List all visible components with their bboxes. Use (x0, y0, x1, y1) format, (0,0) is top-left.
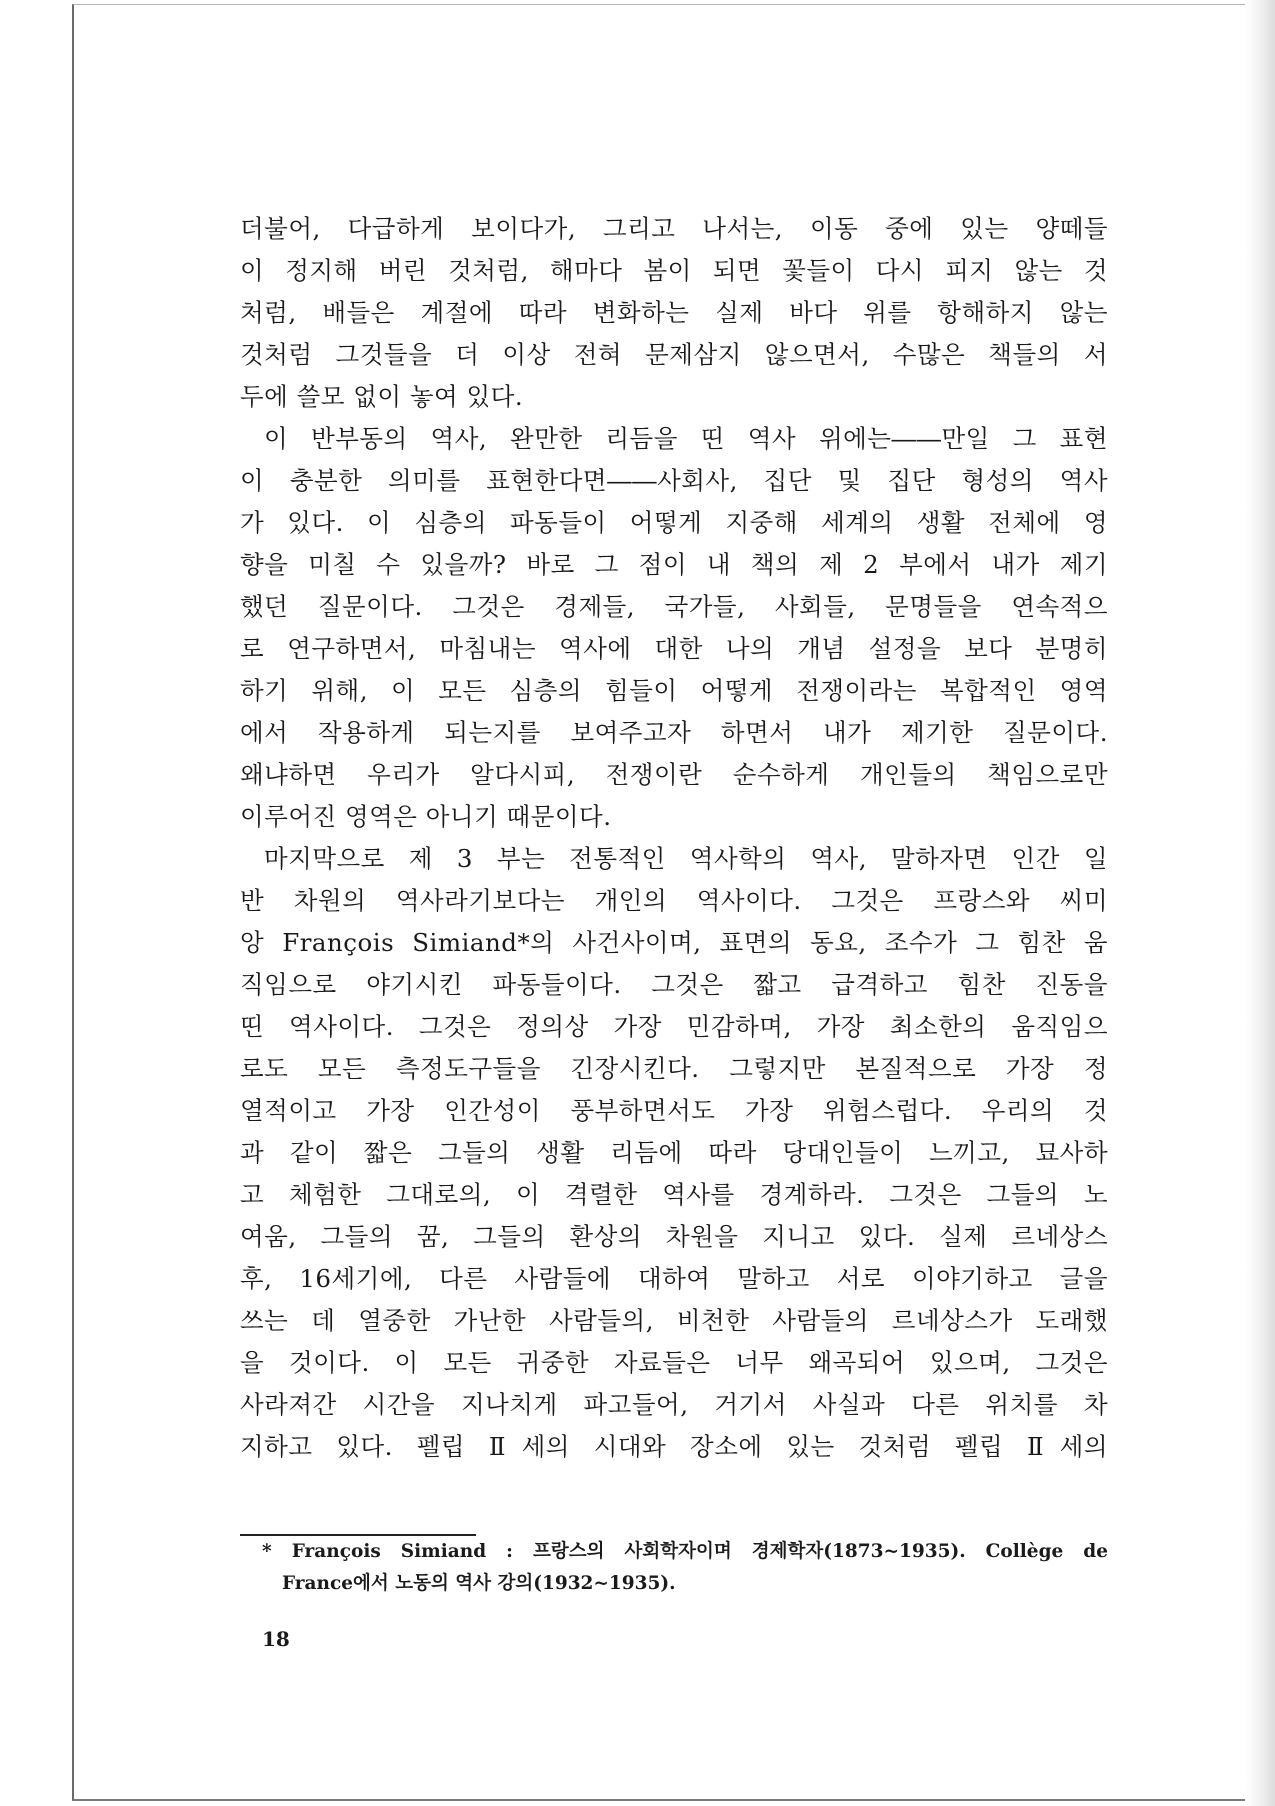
text-line: 했던 질문이다. 그것은 경제들, 국가들, 사회들, 문명들을 연속적으 (240, 592, 1108, 621)
footnote-marker: * (262, 1541, 272, 1562)
text-line: 여움, 그들의 꿈, 그들의 환상의 차원을 지니고 있다. 실제 르네상스 (240, 1222, 1108, 1251)
footnote-line-2: France에서 노동의 역사 강의(1932~1935). (282, 1573, 676, 1594)
page-edge-shadow (1245, 0, 1275, 1806)
text-line: 것처럼 그것들을 더 이상 전혀 문제삼지 않으면서, 수많은 책들의 서 (240, 340, 1108, 369)
footnote (262, 1536, 1108, 1600)
text-line: 이루어진 영역은 아니기 때문이다. (240, 802, 612, 831)
text-line: 직임으로 야기시킨 파동들이다. 그것은 짧고 급격하고 힘찬 진동을 (240, 970, 1108, 999)
text-line: 후, 16세기에, 다른 사람들에 대하여 말하고 서로 이야기하고 글을 (240, 1264, 1108, 1293)
text-line: 이 충분한 의미를 표현한다면――사회사, 집단 및 집단 형성의 역사 (240, 466, 1108, 495)
body-text (240, 208, 1108, 1468)
text-line: 을 것이다. 이 모든 귀중한 자료들은 너무 왜곡되어 있으며, 그것은 (240, 1348, 1108, 1377)
text-line: 가 있다. 이 심층의 파동들이 어떻게 지중해 세계의 생활 전체에 영 (240, 508, 1108, 537)
text-line: 고 체험한 그대로의, 이 격렬한 역사를 경계하라. 그것은 그들의 노 (240, 1180, 1108, 1209)
text-line: 지하고 있다. 펠립 Ⅱ세의 시대와 장소에 있는 것처럼 펠립 Ⅱ세의 (240, 1432, 1108, 1461)
footnote-line-1 (262, 1536, 1108, 1568)
text-line: 향을 미칠 수 있을까? 바로 그 점이 내 책의 제 2 부에서 내가 제기 (240, 550, 1108, 579)
text-line: 더불어, 다급하게 보이다가, 그리고 나서는, 이동 중에 있는 양떼들 (240, 214, 1108, 243)
text-line: 하기 위해, 이 모든 심층의 힘들이 어떻게 전쟁이라는 복합적인 영역 (240, 676, 1108, 705)
text-line: 이 정지해 버린 것처럼, 해마다 봄이 되면 꽃들이 다시 피지 않는 것 (240, 256, 1108, 285)
text-line: 두에 쓸모 없이 놓여 있다. (240, 382, 524, 411)
text-line: 에서 작용하게 되는지를 보여주고자 하면서 내가 제기한 질문이다. (240, 718, 1108, 747)
text-line: 이 반부동의 역사, 완만한 리듬을 띤 역사 위에는――만일 그 표현 (264, 424, 1108, 453)
text-line: 쓰는 데 열중한 가난한 사람들의, 비천한 사람들의 르네상스가 도래했 (240, 1306, 1108, 1335)
text-line: 반 차원의 역사라기보다는 개인의 역사이다. 그것은 프랑스와 씨미 (240, 886, 1108, 915)
text-line: 앙 François Simiand*의 사건사이며, 표면의 동요, 조수가 그 힘찬 움 (240, 928, 1108, 957)
text-line: 사라져간 시간을 지나치게 파고들어, 거기서 사실과 다른 위치를 차 (240, 1390, 1108, 1419)
page-number: 18 (262, 1627, 290, 1651)
text-line: 과 같이 짧은 그들의 생활 리듬에 따라 당대인들이 느끼고, 묘사하 (240, 1138, 1108, 1167)
footnote-text-1: François Simiand : 프랑스의 사회학자이며 경제학자(1873~1935). Collège de (291, 1541, 1108, 1562)
text-line: 띤 역사이다. 그것은 정의상 가장 민감하며, 가장 최소한의 움직임으 (240, 1012, 1108, 1041)
text-line: 로도 모든 측정도구들을 긴장시킨다. 그렇지만 본질적으로 가장 정 (240, 1054, 1108, 1083)
text-line: 열적이고 가장 인간성이 풍부하면서도 가장 위험스럽다. 우리의 것 (240, 1096, 1108, 1125)
text-line: 처럼, 배들은 계절에 따라 변화하는 실제 바다 위를 항해하지 않는 (240, 298, 1108, 327)
text-line: 마지막으로 제 3 부는 전통적인 역사학의 역사, 말하자면 인간 일 (264, 844, 1108, 873)
text-line: 로 연구하면서, 마침내는 역사에 대한 나의 개념 설정을 보다 분명히 (240, 634, 1108, 663)
text-line: 왜냐하면 우리가 알다시피, 전쟁이란 순수하게 개인들의 책임으로만 (240, 760, 1108, 789)
